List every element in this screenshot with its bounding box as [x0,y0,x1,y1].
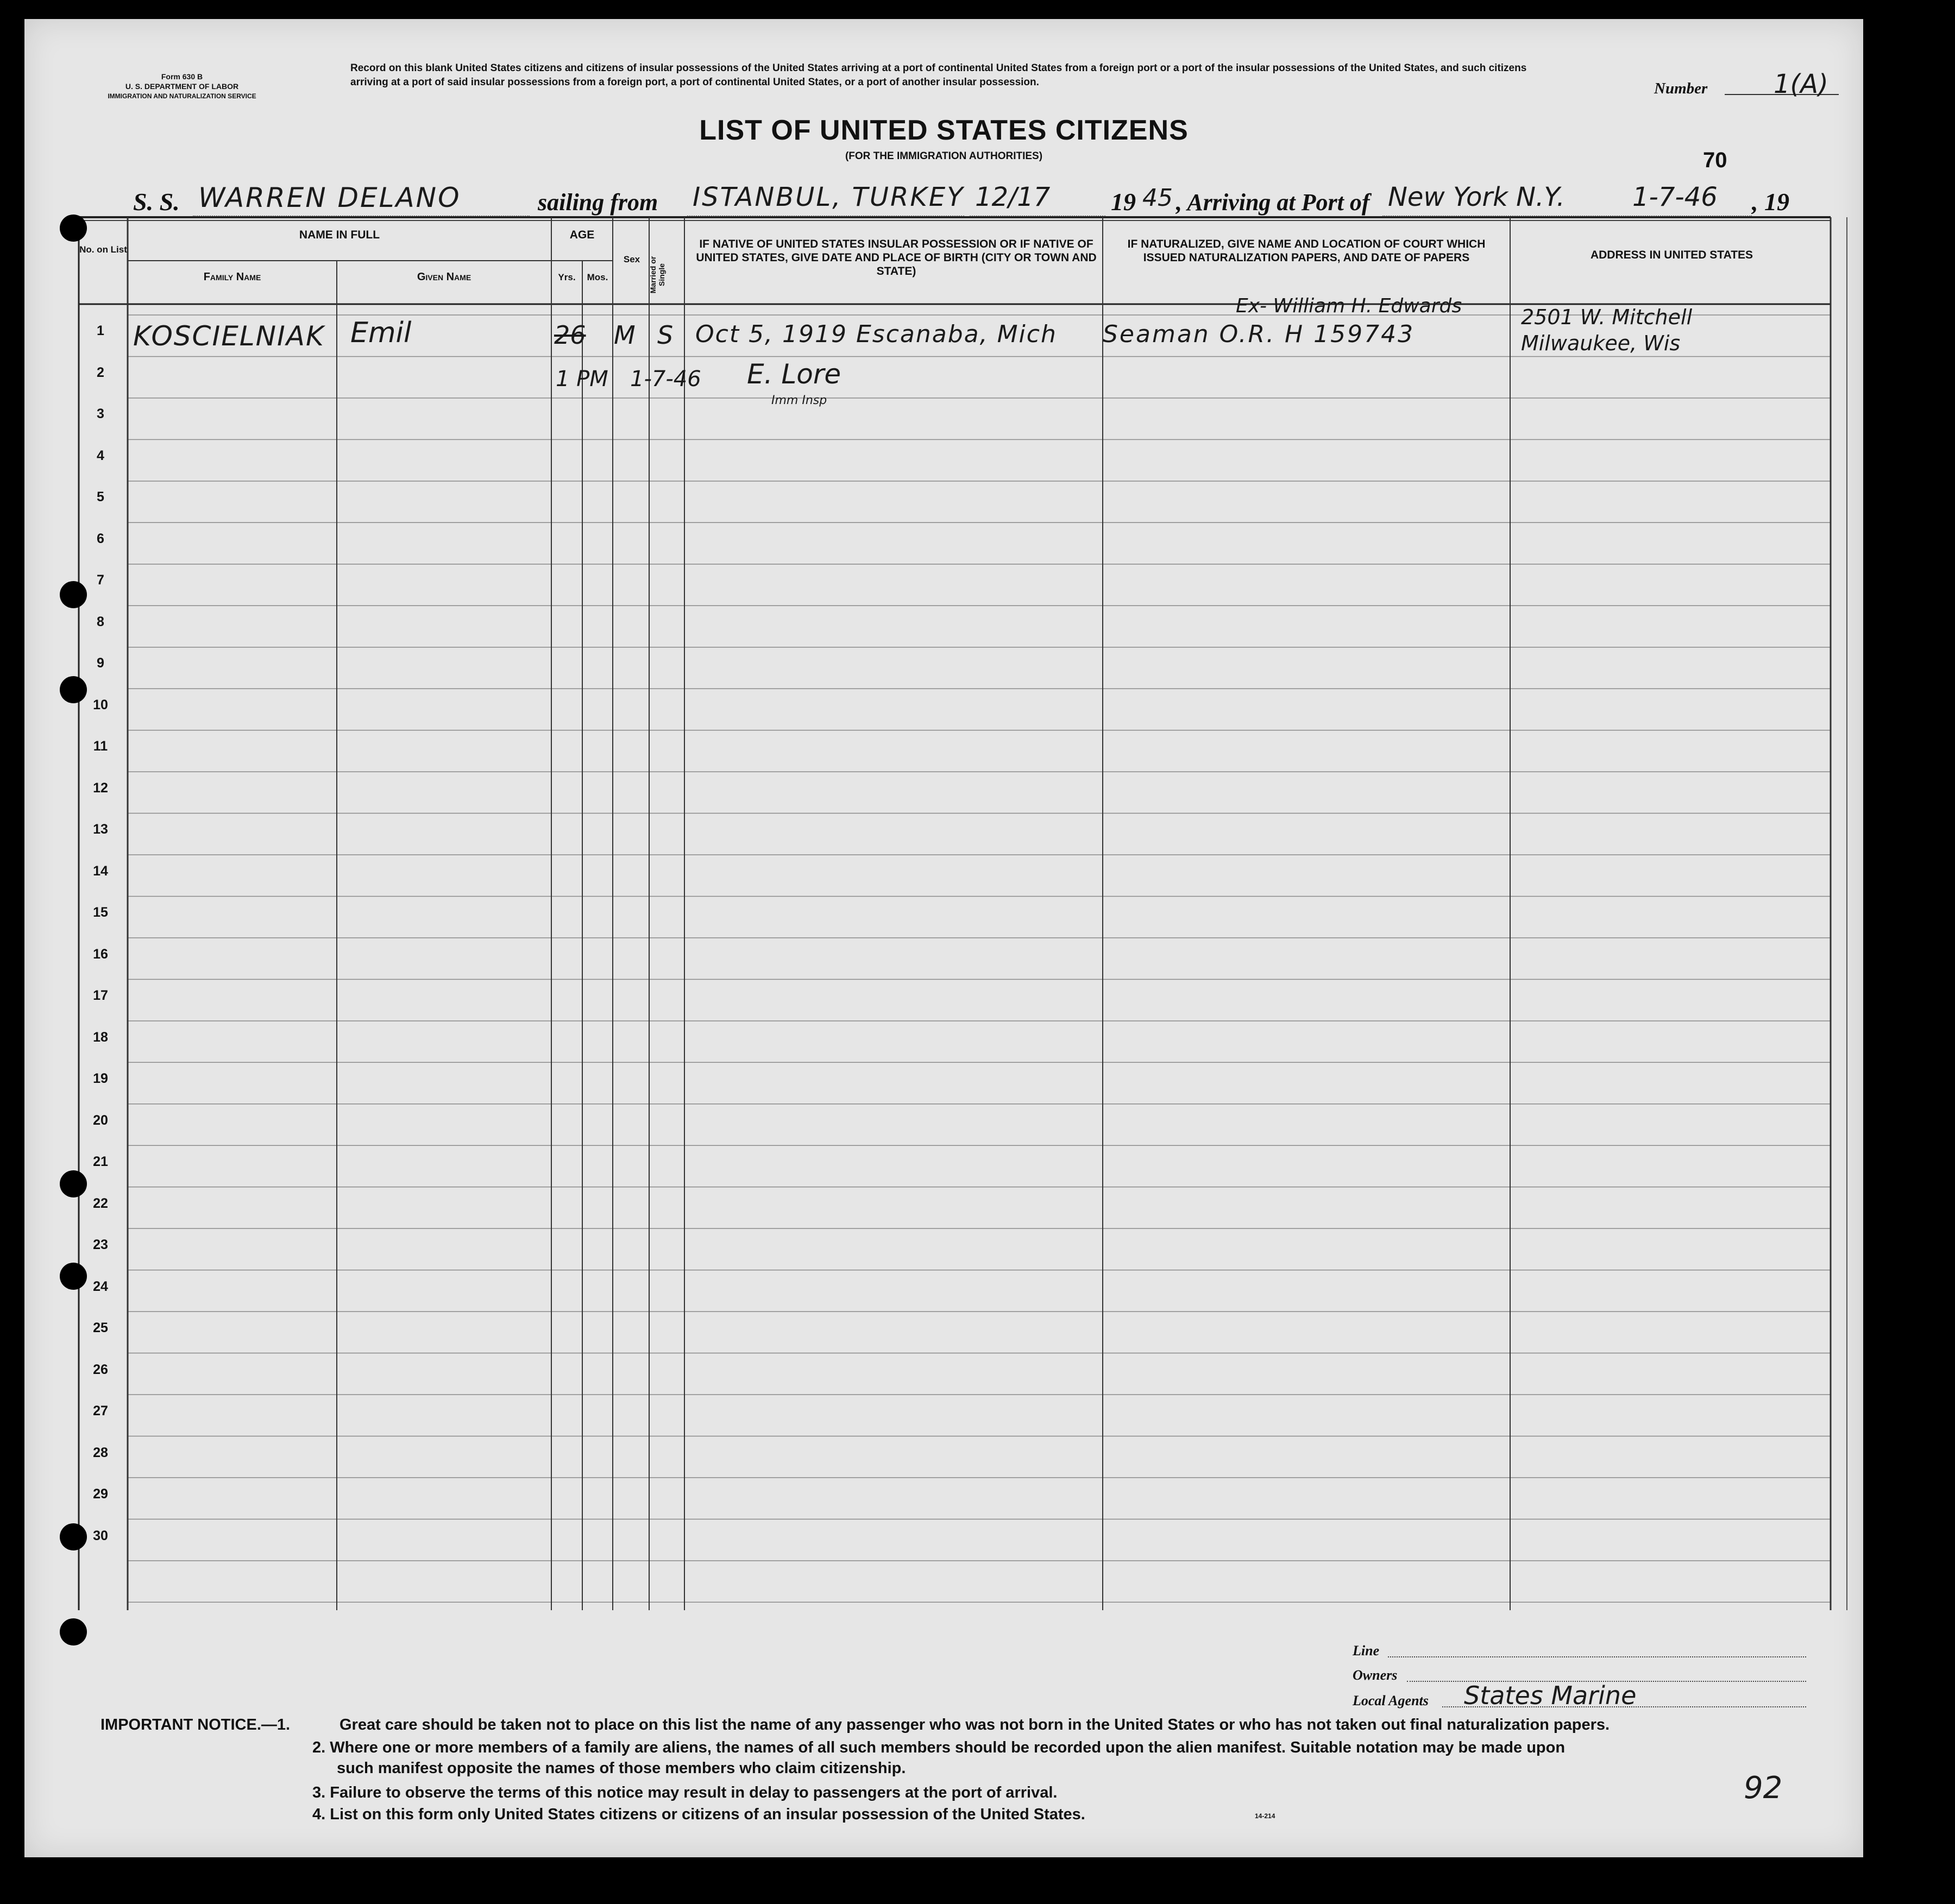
entry-marital: S [657,320,674,350]
sailing-from-label: sailing from [538,189,658,216]
table-grid [24,19,1863,1857]
row-number: 11 [93,739,108,754]
notice-item-1: Great care should be taken not to place on this list the name of any passenger who was not born in the United States or who has not taken out final naturalization papers. [340,1716,1610,1733]
year-handwritten: 45 [1142,184,1173,212]
row-number: 9 [97,655,104,671]
row-number: 22 [93,1195,108,1211]
row-number: 12 [93,780,108,796]
row-number: 30 [93,1528,108,1543]
row-number: 17 [93,988,108,1004]
entry-inspection-date: 1-7-46 [630,367,701,392]
row-number: 7 [97,572,104,588]
row-number: 19 [93,1071,108,1087]
row-number: 23 [93,1237,108,1253]
header-native-birth: IF NATIVE OF UNITED STATES INSULAR POSSESSION OR IF NATIVE OF UNITED STATES, GIVE DATE AND PLACE OF BIRTH (CITY OR TOWN AND STATE) [696,238,1097,278]
entry-naturalized: Seaman O.R. H 159743 [1103,320,1415,348]
row-number: 1 [97,323,104,338]
entry-age-years: 26 [554,320,586,350]
row-number: 6 [97,531,104,546]
row-number: 25 [93,1320,108,1336]
punch-hole [60,1170,87,1197]
entry-sex: M [614,320,636,350]
voyage-line [24,182,1863,220]
arrival-underline [1382,216,1752,217]
page-number: 70 [1703,148,1727,172]
agents-underline [1442,1706,1806,1707]
year-prefix: 19 [1111,188,1136,216]
page-title: LIST OF UNITED STATES CITIZENS [699,115,1189,146]
page-subtitle: (FOR THE IMMIGRATION AUTHORITIES) [845,150,1043,162]
row-number: 28 [93,1445,108,1460]
ship-underline [193,216,530,217]
form-id-block [90,72,274,101]
number-value: 1(A) [1774,69,1828,99]
date-underline [970,216,1105,217]
header-given-name: Given Name [417,271,472,283]
row-number: 16 [93,946,108,962]
ss-label: S. S. [133,188,180,216]
header-age: AGE [569,229,595,241]
header-sex: Sex [623,254,640,264]
header-family-name: Family Name [203,271,261,283]
department: U. S. DEPARTMENT OF LABOR [125,82,239,91]
row-number: 8 [97,614,104,629]
line-underline [1388,1656,1806,1657]
notice-item-2: 2. Where one or more members of a family are aliens, the names of all such members should be recorded upon the alien manifest. Suitable notation may be made upon [312,1739,1566,1756]
row-number: 20 [93,1112,108,1128]
entry-address-line1: 2501 W. Mitchell [1521,305,1693,329]
owners-label: Owners [1353,1667,1398,1683]
agents-value: States Marine [1464,1681,1637,1710]
year-suffix: , 19 [1752,188,1789,216]
inspector-signature: E. Lore [747,358,841,390]
row-number: 26 [93,1361,108,1377]
row-number: 2 [97,364,104,380]
entry-birth: Oct 5, 1919 Escanaba, Mich [695,320,1057,348]
header-address: ADDRESS IN UNITED STATES [1590,249,1753,261]
agents-label: Local Agents [1353,1693,1429,1708]
manifest-sheet [24,19,1863,1857]
row-number: 4 [97,447,104,463]
header-married-single: Married or Single [649,256,666,294]
entry-naturalized-note: Ex- William H. Edwards [1236,295,1462,317]
arriving-label: , Arriving at Port of [1176,189,1370,216]
entry-given-name: Emil [350,317,412,349]
row-number: 24 [93,1278,108,1294]
row-number: 13 [93,822,108,837]
service-name: IMMIGRATION AND NATURALIZATION SERVICE [108,92,256,100]
form-instructions: Record on this blank United States citizens and citizens of insular possessions of the United States arriving at a port of continental United States from a foreign port or a port of the insular possessions of the United States, and such citizens arriving at a port of said insular possessions from a foreign port, a port of continental United States, or a port of another insular possession. [350,62,1527,88]
header-yrs: Yrs. [558,272,576,282]
header-no-on-list: No. on List [79,244,127,255]
departure-port: ISTANBUL, TURKEY [693,182,965,212]
row-number: 27 [93,1403,108,1419]
row-number: 21 [93,1154,108,1170]
row-number: 5 [97,489,104,505]
departure-date: 12/17 [975,182,1051,212]
inspector-title: Imm Insp [771,394,827,407]
row-number: 10 [93,697,108,713]
ship-name: WARREN DELANO [198,182,461,213]
notice-item-2-cont: such manifest opposite the names of those members who claim citizenship. [337,1760,906,1777]
arrival-date: 1-7-46 [1632,182,1718,212]
line-label: Line [1353,1643,1380,1659]
form-code-footer: 14-214 [1255,1812,1275,1820]
notice-item-4: 4. List on this form only United States citizens or citizens of an insular possession of the United States. [312,1806,1085,1823]
row-number: 29 [93,1486,108,1502]
departure-underline [687,216,964,217]
header-name-in-full: NAME IN FULL [299,229,380,241]
row-number: 18 [93,1029,108,1045]
notice-item-3: 3. Failure to observe the terms of this notice may result in delay to passengers at the port of arrival. [312,1784,1058,1801]
header-naturalized: IF NATURALIZED, GIVE NAME AND LOCATION OF COURT WHICH ISSUED NATURALIZATION PAPERS, AND DATE OF PAPERS [1127,238,1486,264]
form-number: Form 630 B [161,72,203,81]
notice-title: IMPORTANT NOTICE.—1. [100,1716,291,1733]
punch-hole [60,1618,87,1645]
entry-time: 1 PM [556,367,608,392]
entry-address-line2: Milwaukee, Wis [1521,331,1681,355]
row-number: 15 [93,905,108,921]
arrival-port: New York N.Y. [1388,182,1565,212]
entry-family-name: KOSCIELNIAK [133,320,325,352]
header-mos: Mos. [587,272,608,282]
row-number: 14 [93,863,108,879]
margin-scribble: 92 [1744,1770,1783,1806]
number-label: Number [1654,80,1708,97]
row-number: 3 [97,406,104,422]
